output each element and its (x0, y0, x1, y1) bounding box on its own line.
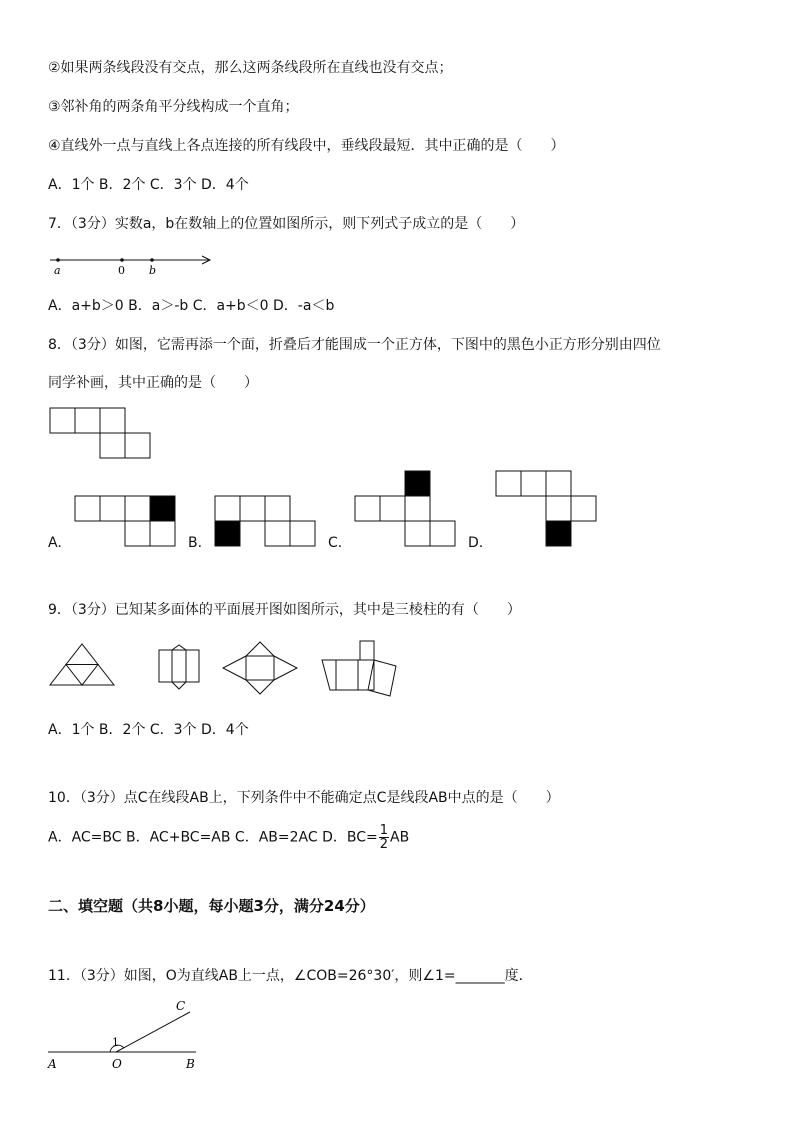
q8-option-a-figure (74, 495, 178, 549)
point-a-label: a (54, 264, 61, 277)
q8-option-c-figure (354, 470, 458, 550)
q6-options: A．1个 B．2个 C．3个 D．4个 (48, 177, 249, 193)
statement-4: ④直线外一点与直线上各点连接的所有线段中，垂线段最短．其中正确的是（ ） (48, 138, 565, 154)
q11-stem: 11．（3分）如图，O为直线AB上一点，∠COB=26°30′，则∠1=_______度． (48, 968, 533, 984)
section-2-title: 二、填空题（共8小题，每小题3分，满分24分） (48, 897, 375, 915)
q9-net-rectangles (156, 644, 204, 694)
q10-fraction-denominator: 2 (379, 837, 389, 852)
label-c: C (176, 999, 186, 1013)
q9-net-mixed (318, 638, 402, 700)
label-angle-1: 1 (112, 1036, 119, 1049)
q10-options (48, 824, 409, 851)
point-0-dot (120, 258, 124, 262)
q8-option-b-label: B. (188, 535, 203, 551)
q9-net-square-pyramid (220, 640, 302, 696)
q9-net-triangles (48, 640, 118, 688)
q10-options-suffix: AB (390, 829, 410, 846)
q11-angle-figure (44, 996, 214, 1072)
label-o: O (112, 1057, 122, 1071)
q8-option-a-label: A. (48, 535, 62, 551)
point-b-dot (150, 258, 154, 262)
statement-3: ③邻补角的两条角平分线构成一个直角； (48, 99, 299, 115)
q10-fraction-numerator: 1 (379, 823, 389, 838)
q8-stem-line1: 8．（3分）如图，它需再添一个面，折叠后才能围成一个正方体，下图中的黑色小正方形分别由四位 (48, 337, 661, 353)
statement-2: ②如果两条线段没有交点，那么这两条线段所在直线也没有交点； (48, 60, 453, 76)
q8-option-d-figure (495, 470, 599, 550)
q8-option-b-figure (214, 495, 318, 549)
label-b: B (186, 1057, 195, 1071)
q10-fraction (379, 824, 389, 851)
q7-stem: 7．（3分）实数a，b在数轴上的位置如图所示，则下列式子成立的是（ ） (48, 216, 525, 232)
q10-stem: 10．（3分）点C在线段AB上，下列条件中不能确定点C是线段AB中点的是（ ） (48, 790, 560, 806)
point-0-label: 0 (118, 264, 125, 277)
q9-stem: 9．（3分）已知某多面体的平面展开图如图所示，其中是三棱柱的有（ ） (48, 602, 521, 618)
ray-oc (116, 1012, 190, 1052)
q8-stem-line2: 同学补画，其中正确的是（ ） (48, 375, 258, 391)
point-b-label: b (149, 264, 157, 277)
label-a: A (48, 1057, 57, 1071)
q10-options-prefix: A．AC=BC B．AC+BC=AB C．AB=2AC D．BC= (48, 829, 378, 846)
q9-options: A．1个 B．2个 C．3个 D．4个 (48, 722, 249, 738)
q8-option-c-label: C. (328, 535, 343, 551)
point-a-dot (56, 258, 60, 262)
q7-options: A．a+b＞0 B．a＞-b C．a+b＜0 D．-a＜b (48, 298, 335, 314)
q8-net-figure (49, 407, 153, 461)
q8-option-d-label: D. (468, 535, 484, 551)
number-line-figure (46, 250, 216, 280)
